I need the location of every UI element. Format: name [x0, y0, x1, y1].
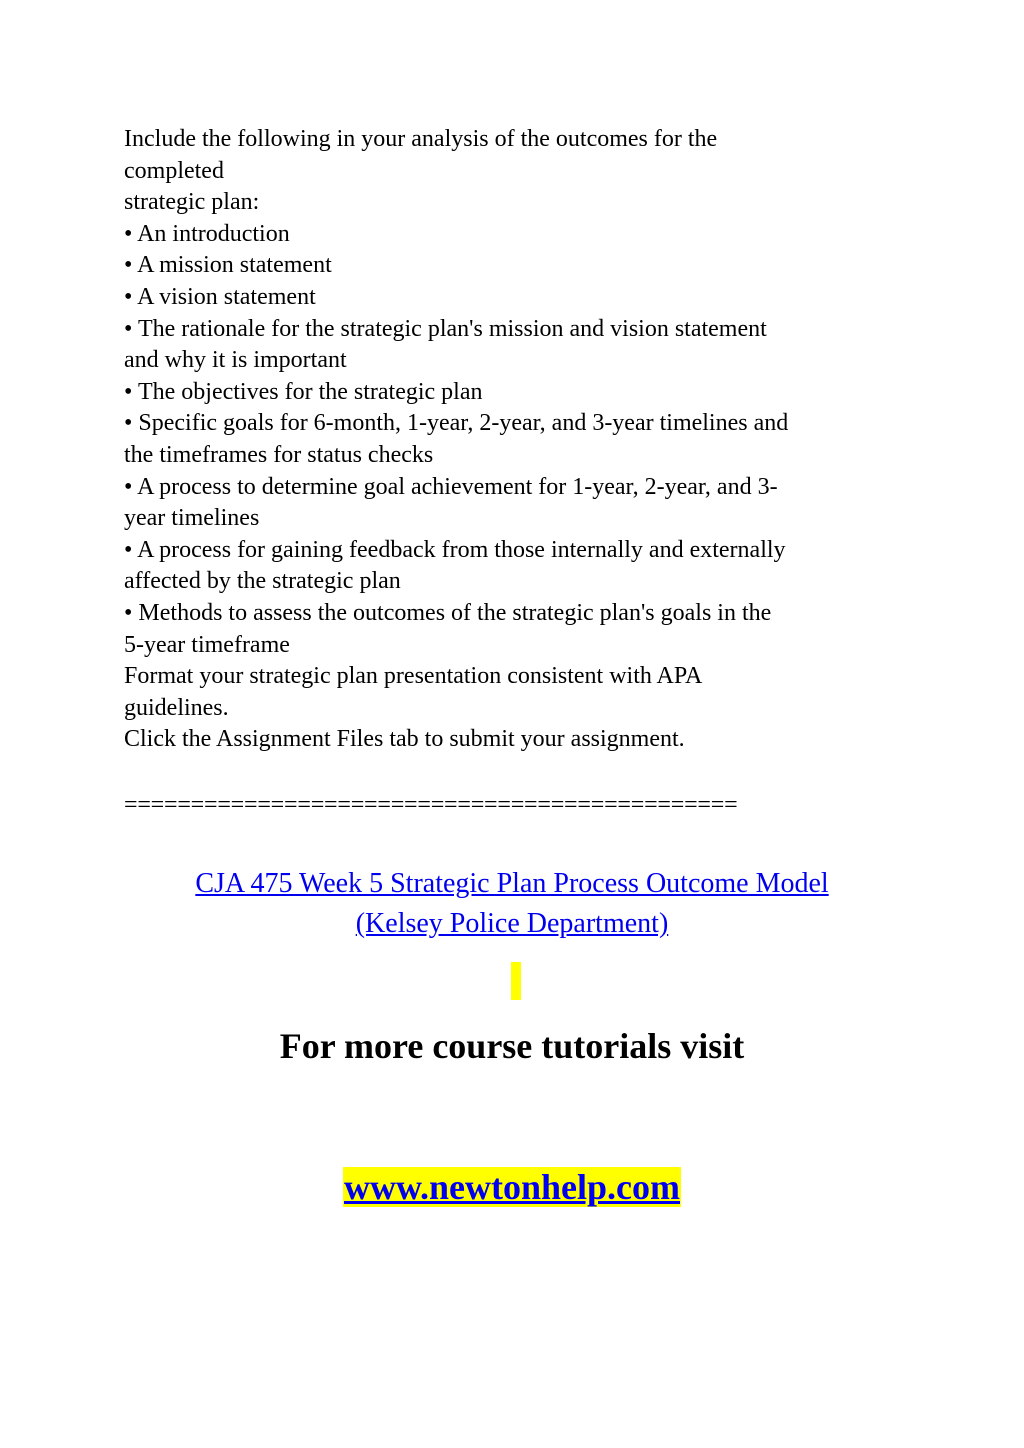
tutorial-title-link-line1[interactable]: CJA 475 Week 5 Strategic Plan Process Outcome Model	[195, 868, 829, 899]
bullet-item: • Specific goals for 6-month, 1-year, 2-year, and 3-year timelines and	[124, 410, 789, 437]
bullet-item-continuation: 5-year timeframe	[124, 631, 290, 658]
highlight-cursor-mark	[511, 962, 521, 1000]
bullet-item-continuation: year timelines	[124, 505, 260, 532]
instruction-line: Click the Assignment Files tab to submit your assignment.	[124, 726, 685, 753]
assignment-instructions	[124, 124, 904, 756]
instruction-line: strategic plan:	[124, 189, 260, 216]
bullet-item-continuation: affected by the strategic plan	[124, 568, 401, 595]
instruction-line: Format your strategic plan presentation consistent with APA	[124, 663, 703, 690]
bullet-item: • The rationale for the strategic plan's mission and vision statement	[124, 315, 767, 342]
bullet-item: • Methods to assess the outcomes of the strategic plan's goals in the	[124, 599, 772, 626]
website-link-text[interactable]: www.newtonhelp.com	[343, 1167, 680, 1207]
tutorial-title-link-line2[interactable]: (Kelsey Police Department)	[355, 908, 669, 939]
bullet-item: • A process for gaining feedback from those internally and externally	[124, 536, 786, 563]
instruction-line: guidelines.	[124, 694, 229, 721]
instruction-line: Include the following in your analysis of the outcomes for the	[124, 126, 718, 152]
bullet-item-continuation: the timeframes for status checks	[124, 441, 434, 468]
bullet-item: • An introduction	[124, 220, 290, 247]
instruction-line: completed	[124, 157, 224, 184]
tutorial-title-link[interactable]	[0, 864, 1024, 944]
bullet-item-continuation: and why it is important	[124, 347, 347, 374]
website-link[interactable]	[0, 1164, 1024, 1210]
bullet-item: • The objectives for the strategic plan	[124, 378, 483, 405]
bullet-item: • A vision statement	[124, 283, 316, 310]
promo-heading: For more course tutorials visit	[279, 1026, 745, 1066]
bullet-item: • A mission statement	[124, 252, 332, 279]
section-separator: ==============================================	[124, 792, 738, 818]
bullet-item: • A process to determine goal achievement for 1-year, 2-year, and 3-	[124, 473, 778, 500]
